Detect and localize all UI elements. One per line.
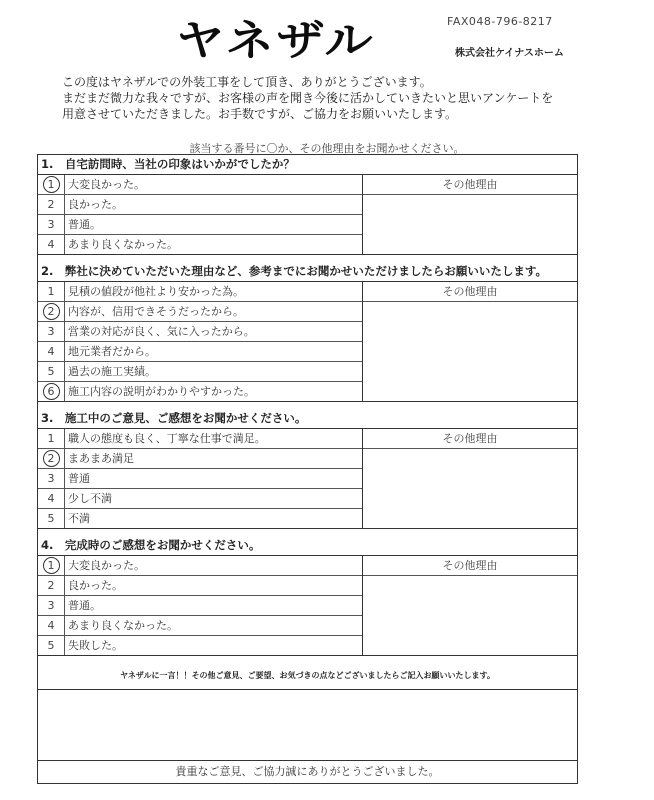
option-row[interactable] [38,596,362,616]
option-number-label: 4 [47,238,55,251]
question-section-4 [38,536,577,656]
option-number[interactable] [38,596,65,615]
option-text: 営業の対応が良く、気に入ったから。 [68,325,255,338]
option-number-label: 3 [47,599,55,612]
option-row[interactable] [38,556,362,576]
option-row[interactable] [38,282,362,302]
option-number[interactable] [38,636,65,655]
free-comment-label: ヤネザルに一言！！その他ご意見、ご要望、お気づきの点などございましたらご記入お願いいたします。 [38,663,577,690]
option-number-label: 6 [43,383,60,400]
option-number[interactable] [38,215,65,234]
option-number-label: 1 [47,285,55,298]
option-text: 大変良かった。 [68,178,145,191]
question-body [38,429,577,528]
option-number[interactable] [38,509,65,528]
other-reason-header: その他理由 [363,282,577,302]
question-title: 4. 完成時のご感想をお聞かせください。 [38,536,577,556]
section-spacer [38,402,577,409]
other-reason-header: その他理由 [363,175,577,195]
option-text: 少し不満 [68,492,112,505]
option-text: 職人の態度も良く、丁寧な仕事で満足。 [68,432,266,445]
option-number-label: 3 [47,218,55,231]
option-number[interactable] [38,616,65,635]
option-list [38,282,363,401]
other-reason-header: その他理由 [363,429,577,449]
option-number[interactable] [38,362,65,381]
option-row[interactable] [38,636,362,655]
option-text: あまり良くなかった。 [68,238,178,251]
option-row[interactable] [38,302,362,322]
option-text: 過去の施工実績。 [68,365,156,378]
option-number-label: 5 [47,512,55,525]
option-number-label: 1 [47,432,55,445]
question-section-3 [38,409,577,529]
option-row[interactable] [38,429,362,449]
question-title: 2. 弊社に決めていただいた理由など、参考までにお聞かせいただけましたらお願いいたします。 [38,262,577,282]
option-row[interactable] [38,382,362,401]
option-number[interactable] [38,576,65,595]
circled-option-number[interactable] [38,175,65,194]
other-reason-box[interactable] [363,556,577,655]
option-text: 普通。 [68,599,101,612]
option-row[interactable] [38,489,362,509]
option-row[interactable] [38,576,362,596]
option-number-label: 2 [47,579,55,592]
intro-line: 用意させていただきました。お手数ですが、ご協力をお願いいたします。 [62,107,458,121]
circled-option-number[interactable] [38,449,65,468]
intro-line: この度はヤネザルでの外装工事をして頂き、ありがとうございます。 [62,75,432,89]
option-text: あまり良くなかった。 [68,619,178,632]
free-comment-area[interactable] [38,690,577,761]
option-number-label: 4 [47,345,55,358]
question-title: 3. 施工中のご意見、ご感想をお聞かせください。 [38,409,577,429]
option-row[interactable] [38,175,362,195]
option-number[interactable] [38,282,65,301]
section-spacer [38,255,577,262]
option-number-label: 5 [47,365,55,378]
other-reason-box[interactable] [363,175,577,254]
option-number[interactable] [38,429,65,448]
option-number-label: 3 [47,472,55,485]
option-text: まあまあ満足 [68,452,134,465]
option-number-label: 3 [47,325,55,338]
other-reason-header: その他理由 [363,556,577,576]
question-body [38,282,577,401]
option-row[interactable] [38,362,362,382]
other-reason-box[interactable] [363,429,577,528]
option-list [38,175,363,254]
intro-text [62,74,553,122]
option-text: 地元業者だから。 [68,345,156,358]
option-row[interactable] [38,235,362,254]
option-row[interactable] [38,616,362,636]
option-number-label: 4 [47,492,55,505]
question-section-2 [38,262,577,402]
option-number-label: 1 [43,176,60,193]
option-text: 内容が、信用できそうだったから。 [68,305,244,318]
option-row[interactable] [38,342,362,362]
option-number[interactable] [38,195,65,214]
fax-number: FAX048-796-8217 [447,15,553,28]
intro-line: まだまだ微力な我々ですが、お客様の声を聞き今後に活かしていきたいと思いアンケートを [62,91,554,105]
circled-option-number[interactable] [38,556,65,575]
option-list [38,556,363,655]
option-number-label: 2 [43,303,60,320]
other-reason-box[interactable] [363,282,577,401]
option-text: 見積の値段が他社より安かった為。 [68,285,244,298]
option-number-label: 5 [47,639,55,652]
question-body [38,556,577,655]
option-row[interactable] [38,322,362,342]
question-title: 1. 自宅訪問時、当社の印象はいかがでしたか？ [38,155,577,175]
option-text: 施工内容の説明がわかりやすかった。 [68,385,255,398]
option-row[interactable] [38,469,362,489]
option-number-label: 4 [47,619,55,632]
survey-instruction: 該当する番号に〇か、その他理由をお聞かせください。 [189,142,465,155]
option-text: 不満 [68,512,90,525]
option-text: 普通 [68,472,90,485]
circled-option-number[interactable] [38,302,65,321]
option-text: 普通。 [68,218,101,231]
option-row[interactable] [38,449,362,469]
option-number[interactable] [38,469,65,488]
option-number-label: 2 [43,450,60,467]
footer-thanks: 貴重なご意見、ご協力誠にありがとうございました。 [38,761,577,784]
circled-option-number[interactable] [38,382,65,401]
option-number-label: 2 [47,198,55,211]
option-number-label: 1 [43,557,60,574]
option-number[interactable] [38,342,65,361]
option-text: 失敗した。 [68,639,123,652]
option-text: 良かった。 [68,579,123,592]
yanezaru-logo: ヤネザル [176,16,376,65]
survey-form [37,154,578,784]
option-number[interactable] [38,322,65,341]
option-number[interactable] [38,489,65,508]
option-text: 大変良かった。 [68,559,145,572]
section-spacer [38,656,577,663]
option-list [38,429,363,528]
question-section-1 [38,155,577,255]
option-row[interactable] [38,195,362,215]
option-row[interactable] [38,215,362,235]
option-row[interactable] [38,509,362,528]
question-body [38,175,577,254]
section-spacer [38,529,577,536]
option-number[interactable] [38,235,65,254]
company-name: 株式会社ケイナスホーム [455,48,564,59]
option-text: 良かった。 [68,198,123,211]
